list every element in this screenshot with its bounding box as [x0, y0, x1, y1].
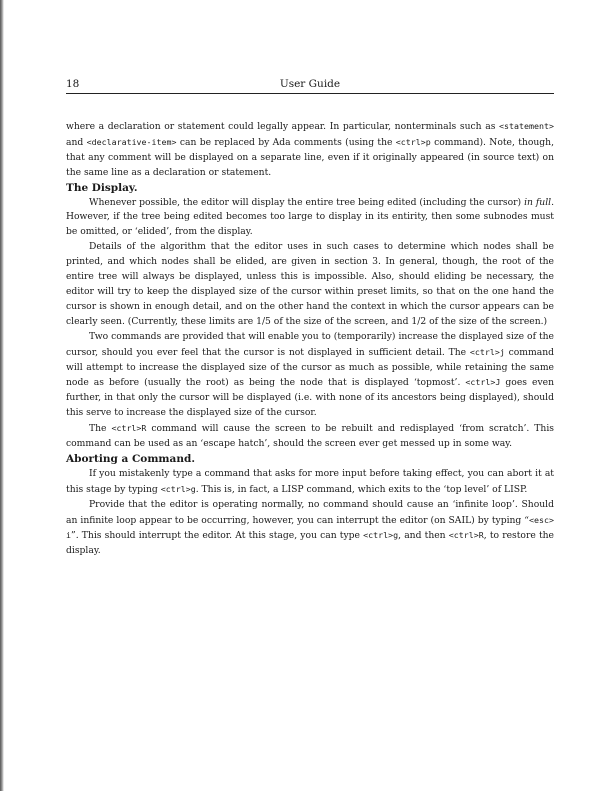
code-ctrl-p: <ctrl>p [395, 136, 431, 147]
text-run: The [89, 423, 112, 435]
page-number: 18 [66, 78, 80, 90]
running-title: User Guide [279, 78, 341, 90]
code-ctrl-g: <ctrl>g [363, 530, 399, 541]
display-paragraph-1 [66, 196, 554, 241]
text-run: goes even further, in that only the cursor will be displayed (i.e. with none of its ancestors being displayed), should this serve to increase the displayed size of the cursor. [66, 377, 555, 419]
text-run: and [66, 136, 87, 148]
text-run: Two commands are provided that will enable you to (temporarily) increase the displayed size of the cursor, should you ever feel that the cursor is not displayed in sufficient detail. The [66, 330, 554, 358]
display-paragraph-2: Details of the algorithm that the editor uses in such cases to determine which nodes shall be printed, and which nodes shall be elided, are given in section 3. In general, though, the root of the entire tree will always be displayed, unless this is impossible. Also, should eliding be necessary, the editor will try to keep the displayed size of the cursor within preset limits, so that on the one hand the cursor is shown in enough detail, and on the other hand the context in which the cursor appears can be clearly seen. (Currently, these limits are 1/5 of the size of the screen, and 1/2 of the size of the screen.) [66, 241, 554, 327]
text-run: Whenever possible, the editor will display the entire tree being edited (including the cursor) [89, 196, 525, 208]
text-run: command will attempt to increase the displayed size of the cursor as much as possible, while retaining the same node as before (usually the root) as being the node that is displayed ‘topmost’. [66, 346, 554, 389]
text-run: , to restore the display. [66, 530, 554, 557]
text-run: If you mistakenly type a command that asks for more input before taking effect, you can abort it at this stage by typing [66, 467, 554, 495]
text-run: However, if the tree being edited becomes too large to display in its entirity, then some subnodes must be omitted, or ‘elided’, from the display. [66, 211, 554, 238]
code-ctrl-j: <ctrl>j [469, 346, 505, 357]
display-paragraph-3 [66, 330, 554, 421]
section-heading-aborting: Aborting a Command. [66, 452, 195, 465]
code-declarative-item: <declarative-item> [86, 136, 177, 147]
display-paragraph-4 [66, 421, 554, 452]
text-run: command will cause the screen to be rebuilt and redisplayed ‘from scratch’. This command can be used as an ‘escape hatch’, should the screen ever get messed up in some way. [66, 423, 554, 450]
text-run: , and then [398, 530, 449, 542]
code-statement: <statement> [499, 121, 554, 131]
scan-binding-edge [0, 0, 4, 791]
text-run: Provide that the editor is operating normally, no command should cause an ‘infinite loop’. Should an infinite loop appear to be occurring, however, you can interrupt the editor (on SAIL) by typing “ [66, 498, 554, 526]
text-run: . This is, in fact, a LISP command, which exits to the ‘top level’ of LISP. [195, 483, 528, 495]
text-run: where a declaration or statement could legally appear. In particular, nonterminals such as [66, 121, 500, 132]
code-ctrl-J: <ctrl>J [465, 377, 501, 388]
text-run: ”. This should interrupt the editor. At this stage, you can type [71, 530, 364, 542]
code-ctrl-R: <ctrl>R [448, 530, 484, 541]
page-header [66, 77, 554, 94]
code-esc-i: <esc> i [66, 514, 554, 541]
abort-paragraph-2 [66, 498, 554, 560]
intro-paragraph [66, 119, 554, 181]
abort-paragraph-1 [66, 467, 554, 498]
text-run: command). Note, though, that any comment will be displayed on a separate line, even if it originally appeared (in source text) on the same line as a declaration or statement. [66, 136, 555, 178]
section-heading-display: The Display. [66, 181, 138, 194]
text-run: can be replaced by Ada comments (using the [176, 136, 396, 148]
emphasis-in-full: in full. [524, 196, 554, 208]
page-body [66, 119, 554, 559]
code-ctrl-R: <ctrl>R [111, 423, 147, 434]
code-ctrl-g: <ctrl>g [160, 483, 196, 494]
